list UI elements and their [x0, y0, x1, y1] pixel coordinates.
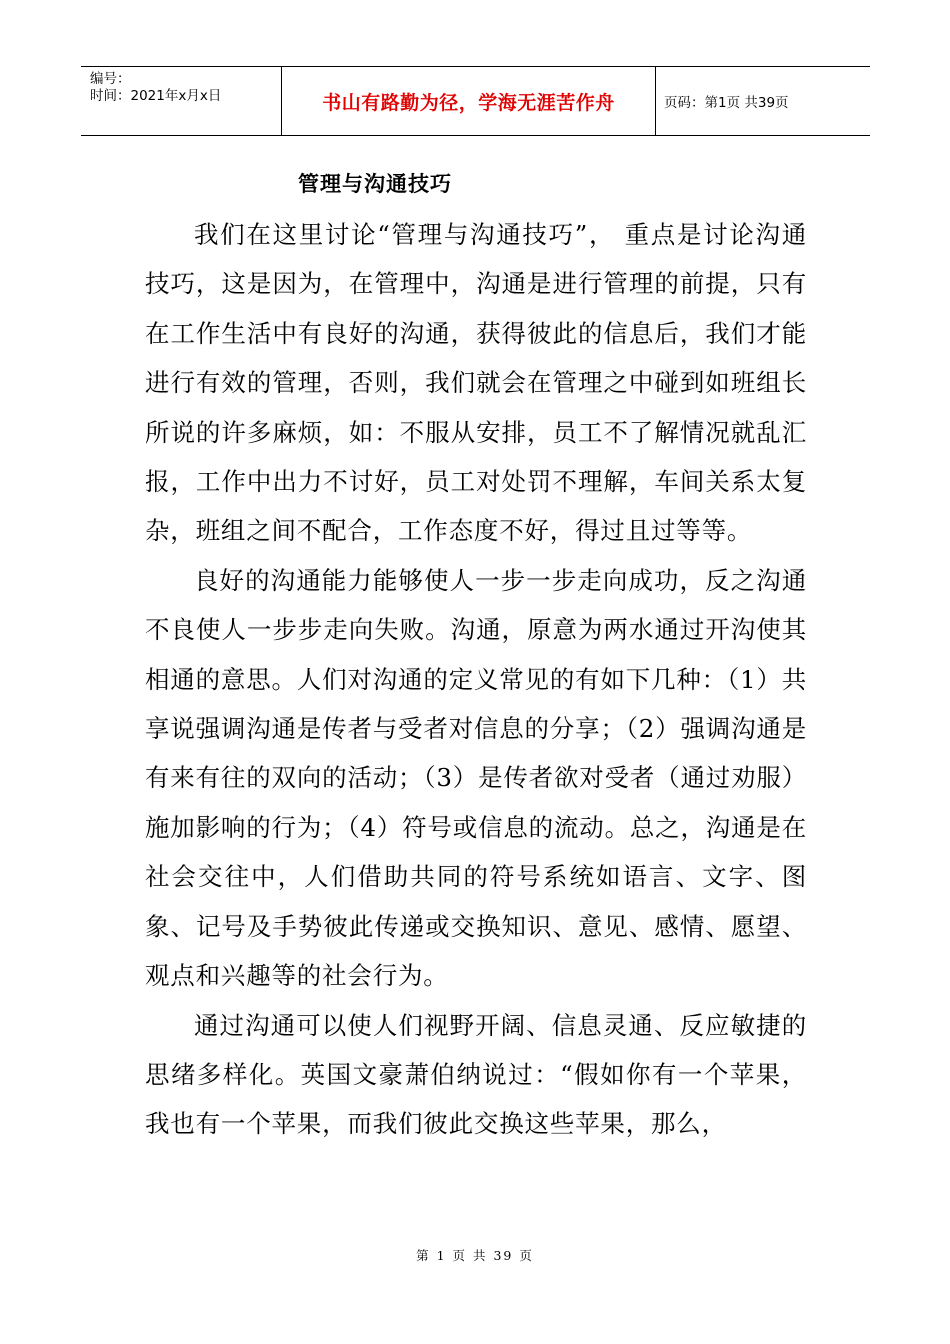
page-footer: 第 1 页 共 39 页 [416, 1248, 534, 1263]
body-paragraph: 良好的沟通能力能够使人一步一步走向成功，反之沟通不良使人一步步走向失败。沟通，原意为两水通过开沟使其相通的意思。人们对沟通的定义常见的有如下几种：（1）共享说强调沟通是传者与受者对信息的分享；（2）强调沟通是有来有往的双向的活动；（3）是传者欲对受者（通过劝服）施加影响的行为；（4）符号或信息的流动。总之，沟通是在社会交往中，人们借助共同的符号系统如语言、文字、图象、记号及手势彼此传递或交换知识、意见、感情、愿望、观点和兴趣等的社会行为。 [145, 565, 807, 991]
body-paragraph: 通过沟通可以使人们视野开阔、信息灵通、反应敏捷的思绪多样化。英国文豪萧伯纳说过：“假如你有一个苹果，我也有一个苹果，而我们彼此交换这些苹果，那么， [145, 1010, 807, 1139]
document-body [145, 210, 807, 1149]
document-number-label: 编号： [90, 71, 131, 87]
document-header [81, 66, 870, 136]
document-title: 管理与沟通技巧 [298, 171, 452, 196]
body-paragraph: 我们在这里讨论“管理与沟通技巧”， 重点是讨论沟通技巧，这是因为，在管理中，沟通是进行管理的前提，只有在工作生活中有良好的沟通，获得彼此的信息后，我们才能进行有效的管理，否则，我们就会在管理之中碰到如班组长所说的许多麻烦，如：不服从安排，员工不了解情况就乱汇报，工作中出力不讨好，员工对处罚不理解，车间关系太复杂，班组之间不配合，工作态度不好，得过且过等等。 [145, 220, 807, 546]
document-time-label: 时间：2021年x月x日 [90, 88, 222, 104]
header-motto: 书山有路勤为径，学海无涯苦作舟 [282, 67, 656, 135]
header-page-info: 页码：第1页 共39页 [664, 95, 789, 111]
header-meta [81, 67, 282, 135]
